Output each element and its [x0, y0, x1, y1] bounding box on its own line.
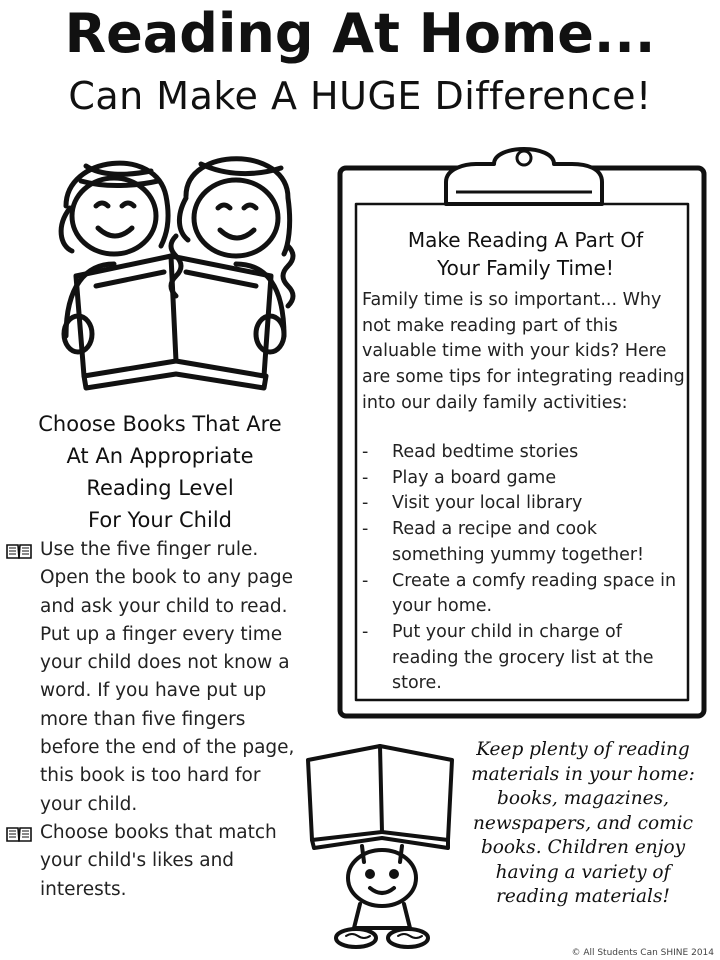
kid-holding-book-illustration: [302, 736, 462, 950]
tip-item: [362, 491, 682, 517]
tip-text: Visit your local library: [392, 493, 583, 514]
tip-text: Read a recipe and cook something yummy together!: [392, 519, 645, 565]
tip-text: Put your child in charge of reading the grocery list at the store.: [392, 621, 654, 694]
open-book-icon: [6, 542, 32, 560]
copyright-notice: © All Students Can SHINE 2014: [571, 948, 714, 958]
page-subtitle: Can Make A HUGE Difference!: [68, 74, 652, 118]
family-time-tips-list: [362, 440, 682, 697]
clipboard-heading-line-2: Your Family Time!: [437, 256, 614, 280]
reading-materials-note: Keep plenty of reading materials in your home: books, magazines, newspapers, and comic books. Children enjoy having a variety of reading materials!: [471, 739, 695, 907]
book-level-heading-line-3: Reading Level: [86, 476, 234, 500]
tip-item: [362, 440, 682, 466]
tip-item: [362, 569, 682, 620]
clipboard-intro: Family time is so important... Why not make reading part of this valuable time with your kids? Here are some tips for integrating reading into our daily family activities:: [362, 290, 685, 413]
dash-bullet: -: [362, 621, 369, 642]
open-book-icon: [6, 825, 32, 843]
tip-item: [362, 466, 682, 492]
dash-bullet: -: [362, 570, 369, 591]
list-item-text: Use the five finger rule. Open the book to any page and ask your child to read. Put up a finger every time your child does not know a word. If you have put up more than five fingers before the end of the page, this book is too hard for your child.: [40, 539, 295, 815]
tip-text: Create a comfy reading space in your home.: [392, 570, 677, 617]
tip-item: [362, 620, 682, 697]
book-level-heading-line-4: For Your Child: [88, 508, 232, 532]
book-level-tips-list: [6, 536, 306, 904]
kids-reading-illustration: [26, 136, 326, 394]
tip-item: [362, 517, 682, 568]
book-level-heading-line-1: Choose Books That Are: [38, 412, 282, 436]
dash-bullet: -: [362, 493, 369, 514]
list-item: [6, 536, 306, 819]
dash-bullet: -: [362, 442, 369, 462]
page-title: Reading At Home...: [64, 2, 656, 65]
dash-bullet: -: [362, 519, 369, 540]
book-level-heading-line-2: At An Appropriate: [66, 444, 254, 468]
clipboard-heading-line-1: Make Reading A Part Of: [407, 228, 644, 252]
list-item-text: Choose books that match your child's likes and interests.: [40, 821, 277, 900]
tip-text: Read bedtime stories: [392, 442, 579, 462]
clipboard-heading: [358, 226, 693, 282]
list-item: [6, 819, 306, 904]
dash-bullet: -: [362, 467, 369, 488]
book-level-heading: [0, 408, 320, 536]
tip-text: Play a board game: [392, 467, 557, 488]
